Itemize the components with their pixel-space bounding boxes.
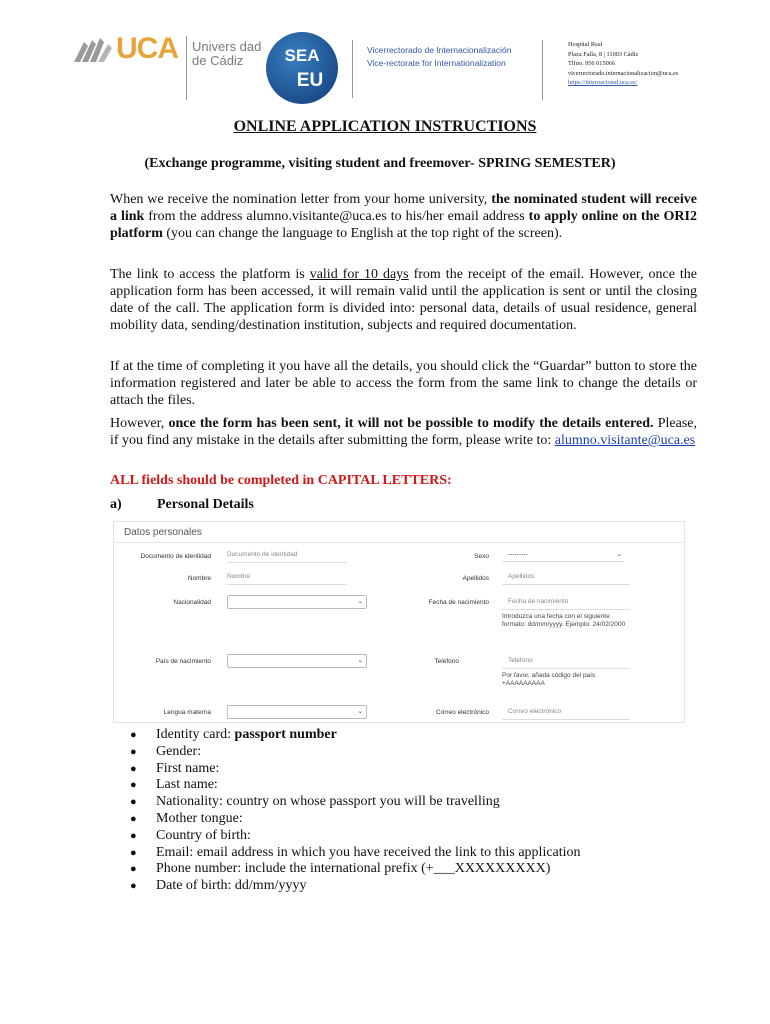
fecha-input[interactable]: Fecha de nacimiento	[502, 595, 630, 610]
item-text: Date of birth: dd/mm/yyyy	[156, 878, 307, 894]
form-heading: Datos personales	[124, 527, 202, 538]
item-text: Phone number: include the international prefix (+___XXXXXXXXX)	[156, 861, 551, 877]
text: The link to access the platform is	[110, 267, 310, 282]
item-text: First name:	[156, 760, 220, 776]
uca-brand	[116, 32, 178, 66]
telefono-hint: Por favor, añada código del país +AAAAAAAAA	[502, 672, 596, 687]
sexo-select[interactable]	[502, 549, 624, 562]
documento-input[interactable]: Documento de identidad	[227, 548, 347, 563]
address-web-link[interactable]: https://internacional.uca.es/	[568, 79, 638, 86]
label-documento: Documento de identidad	[140, 553, 211, 560]
chevron-down-icon: ⌄	[357, 708, 363, 715]
nombre-input[interactable]: Nombre	[227, 570, 347, 585]
paragraph-modify	[110, 415, 697, 449]
list-item	[130, 878, 581, 895]
item-text: Last name:	[156, 777, 218, 793]
label-nacionalidad: Nacionalidad	[173, 599, 211, 606]
bold-text: to apply online on the ORI2 platform	[110, 209, 697, 241]
label-telefono: Teléfono	[434, 658, 459, 665]
item-bold: passport number	[234, 727, 337, 742]
sea-eu-logo	[266, 32, 338, 104]
section-a-heading	[110, 497, 254, 513]
header-divider	[186, 36, 187, 100]
nacionalidad-select[interactable]	[227, 595, 367, 609]
label-fecha: Fecha de nacimiento	[428, 599, 489, 606]
uca-logo	[72, 34, 262, 70]
address-line: Tlfno. 956 015066	[568, 60, 616, 67]
label-lengua: Lengua materna	[163, 709, 211, 716]
vice-en: Vice-rectorate for Internationalization	[367, 58, 506, 68]
chevron-down-icon: ⌄	[616, 551, 622, 558]
divider	[114, 542, 684, 543]
university-line1: Univers dad	[192, 39, 262, 54]
chevron-down-icon: ⌄	[357, 598, 363, 605]
text: from the receipt of the email. However, once the application form has been accessed, it will remain valid until the application is sent or until the closing date of the call. The application form is divided into: personal data, details of usual residence, general mobility data, sending/destination institution, subjects and required documentation.	[110, 267, 697, 333]
list-item	[130, 727, 581, 744]
underlined-text: valid for 10 days	[309, 267, 409, 282]
list-item	[130, 777, 581, 794]
vice-es: Vicerrectorado de Internacionalización	[367, 45, 512, 55]
list-item	[130, 761, 581, 778]
correo-input[interactable]: Correo electrónico	[502, 705, 630, 720]
address-email: vicerrectorado.internacionalizacion@uca.es	[568, 69, 679, 77]
page-subtitle: (Exchange programme, visiting student and freemover- SPRING SEMESTER)	[144, 156, 616, 171]
uca-emblem-icon	[72, 36, 116, 66]
personal-details-list	[130, 727, 581, 895]
fecha-hint: Introduzca una fecha con el siguiente formato: dd/mm/yyyy. Ejemplo: 24/02/2000	[502, 613, 626, 628]
item-text: Gender:	[156, 743, 202, 759]
item-text: Email: email address in which you have received the link to this application	[156, 844, 581, 860]
chevron-down-icon: ⌄	[357, 657, 363, 664]
label-pais: País de nacimiento	[155, 658, 211, 665]
apellidos-input[interactable]: Apellidos	[502, 570, 630, 585]
paragraph-save: If at the time of completing it you have all the details, you should click the “Guardar” button to store the information registered and later be able to access the form from the same link to change the details or attach the files.	[110, 359, 697, 408]
university-name	[192, 40, 261, 68]
address-line: Hospital Real	[568, 41, 603, 48]
list-item	[130, 828, 581, 845]
email-link[interactable]: alumno.visitante@uca.es	[554, 433, 696, 448]
lengua-select[interactable]	[227, 705, 367, 719]
address-line: Plaza Falla, 8 | 11003 Cádiz	[568, 50, 639, 58]
bold-text: the nominated student will receive a link	[110, 192, 697, 224]
paragraph-link-validity	[110, 266, 697, 334]
section-label: Personal Details	[157, 497, 254, 512]
header-divider	[542, 40, 543, 100]
label-sexo: Sexo	[474, 553, 489, 560]
bold-text: once the form has been sent, it will not be possible to modify the details entered.	[168, 416, 654, 431]
telefono-input[interactable]: Teléfono	[502, 654, 630, 669]
eu-text: EU	[296, 70, 324, 91]
list-item	[130, 794, 581, 811]
page-title: ONLINE APPLICATION INSTRUCTIONS	[233, 118, 537, 135]
text: from the address alumno.visitante@uca.es to his/her email address	[144, 209, 529, 224]
capital-letters-note: ALL fields should be completed in CAPITAL LETTERS:	[110, 473, 452, 488]
label-correo: Correo electrónico	[435, 709, 489, 716]
sea-text: SEA	[284, 46, 320, 65]
uca-brand-text: UCA	[116, 32, 178, 65]
list-item	[130, 744, 581, 761]
text: (you can change the language to English at the top right of the screen).	[162, 226, 563, 241]
item-text: Mother tongue:	[156, 810, 243, 826]
section-letter: a)	[110, 497, 122, 512]
list-item	[130, 811, 581, 828]
sexo-value: ---------	[508, 551, 528, 558]
label-apellidos: Apellidos	[462, 575, 489, 582]
text: Please, if you find any mistake in the details after submitting the form, please write to:	[110, 416, 697, 448]
label-nombre: Nombre	[187, 575, 211, 582]
text: When we receive the nomination letter from your home university,	[110, 192, 492, 207]
personal-data-form	[113, 521, 685, 723]
university-line2: de Cádiz	[192, 53, 244, 68]
paragraph-nomination	[110, 191, 697, 242]
vice-rectorate	[367, 44, 511, 70]
text: However,	[110, 416, 169, 431]
item-text: Country of birth:	[156, 827, 251, 843]
list-item	[130, 845, 581, 862]
address-block	[568, 40, 678, 88]
pais-select[interactable]	[227, 654, 367, 668]
header-divider	[352, 40, 353, 98]
item-text: Identity card:	[156, 727, 235, 742]
list-item	[130, 861, 581, 878]
item-text: Nationality: country on whose passport you will be travelling	[156, 794, 500, 810]
